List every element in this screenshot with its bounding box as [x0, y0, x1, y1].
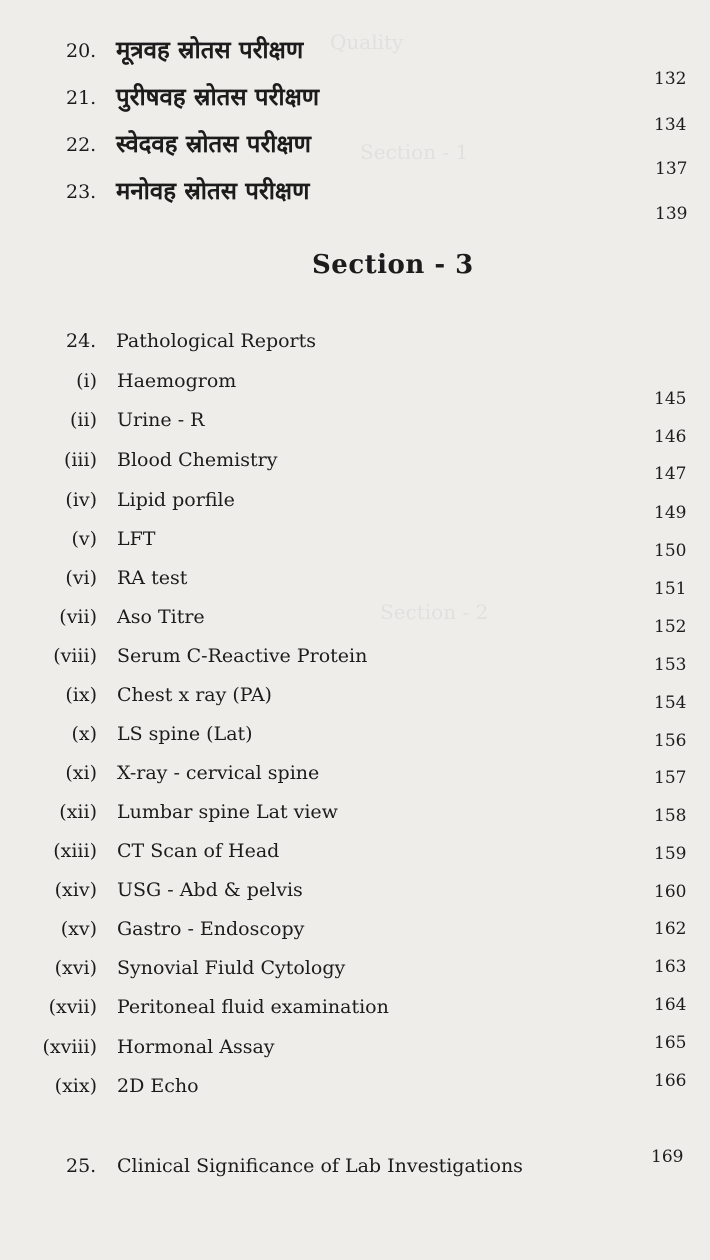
page-number: 150: [654, 541, 687, 561]
page-number: 139: [655, 204, 688, 224]
sub-entry-title: Lumbar spine Lat view: [117, 801, 338, 823]
sub-entry-title: Gastro - Endoscopy: [117, 918, 305, 940]
entry-title: मूत्रवह स्रोतस परीक्षण: [116, 35, 304, 64]
roman-numeral: (v): [71, 528, 97, 550]
entry-title: Clinical Significance of Lab Investigations: [117, 1155, 523, 1177]
page-number: 134: [654, 115, 687, 135]
roman-numeral: (x): [71, 723, 97, 745]
page-number: 153: [654, 655, 687, 675]
page-number: 163: [654, 957, 687, 977]
page-number: 166: [654, 1071, 687, 1091]
entry-number: 20.: [66, 40, 97, 62]
sub-entry-title: Peritoneal fluid examination: [117, 996, 389, 1018]
page-number: 137: [655, 159, 688, 179]
bleed-through-text: Section - 1: [360, 140, 469, 164]
sub-entry-title: Aso Titre: [117, 606, 205, 628]
page-number: 132: [654, 69, 687, 89]
page-number: 156: [654, 731, 687, 751]
roman-numeral: (xv): [60, 918, 97, 940]
page-number: 147: [654, 464, 687, 484]
roman-numeral: (xi): [65, 762, 97, 784]
roman-numeral: (xiv): [54, 879, 97, 901]
page-number: 152: [654, 617, 687, 637]
roman-numeral: (xvi): [54, 957, 97, 979]
section-title: Section - 3: [312, 250, 474, 280]
roman-numeral: (xvii): [48, 996, 97, 1018]
roman-numeral: (ii): [70, 409, 97, 431]
bleed-through-text: Section - 2: [380, 600, 489, 624]
sub-entry-title: Urine - R: [117, 409, 205, 431]
entry-number: 25.: [66, 1155, 97, 1177]
roman-numeral: (i): [76, 370, 97, 392]
roman-numeral: (ix): [65, 684, 97, 706]
entry-title: Pathological Reports: [116, 330, 317, 352]
page-number: 164: [654, 995, 687, 1015]
entry-number: 22.: [66, 134, 97, 156]
sub-entry-title: Chest x ray (PA): [117, 684, 272, 706]
sub-entry-title: Haemogrom: [117, 370, 237, 392]
sub-entry-title: Serum C-Reactive Protein: [117, 645, 368, 667]
roman-numeral: (iv): [65, 489, 97, 511]
sub-entry-title: Lipid porfile: [117, 489, 235, 511]
entry-number: 23.: [66, 181, 97, 203]
roman-numeral: (xviii): [42, 1036, 97, 1058]
page-number: 162: [654, 919, 687, 939]
sub-entry-title: X-ray - cervical spine: [117, 762, 320, 784]
page-number: 154: [654, 693, 687, 713]
page-number: 160: [654, 882, 687, 902]
roman-numeral: (iii): [63, 449, 97, 471]
page-number: 158: [654, 806, 687, 826]
entry-title: पुरीषवह स्रोतस परीक्षण: [116, 82, 320, 111]
page-number: 145: [654, 389, 687, 409]
roman-numeral: (vii): [59, 606, 97, 628]
sub-entry-title: LFT: [117, 528, 156, 550]
sub-entry-title: CT Scan of Head: [117, 840, 280, 862]
sub-entry-title: Hormonal Assay: [117, 1036, 275, 1058]
page-number: 169: [651, 1147, 684, 1167]
roman-numeral: (viii): [53, 645, 97, 667]
sub-entry-title: Synovial Fiuld Cytology: [117, 957, 346, 979]
page-number: 146: [654, 427, 687, 447]
page-number: 157: [654, 768, 687, 788]
sub-entry-title: RA test: [117, 567, 188, 589]
roman-numeral: (xii): [59, 801, 97, 823]
entry-title: स्वेदवह स्रोतस परीक्षण: [116, 129, 312, 158]
roman-numeral: (xix): [54, 1075, 97, 1097]
sub-entry-title: LS spine (Lat): [117, 723, 253, 745]
page-number: 151: [654, 579, 687, 599]
page-number: 149: [654, 503, 687, 523]
entry-number: 24.: [66, 330, 97, 352]
entry-number: 21.: [66, 87, 97, 109]
sub-entry-title: Blood Chemistry: [117, 449, 278, 471]
roman-numeral: (vi): [65, 567, 97, 589]
entry-title: मनोवह स्रोतस परीक्षण: [116, 176, 310, 205]
page-number: 159: [654, 844, 687, 864]
page-number: 165: [654, 1033, 687, 1053]
roman-numeral: (xiii): [53, 840, 97, 862]
bleed-through-text: Quality: [330, 30, 404, 54]
sub-entry-title: 2D Echo: [117, 1075, 199, 1097]
sub-entry-title: USG - Abd & pelvis: [117, 879, 303, 901]
